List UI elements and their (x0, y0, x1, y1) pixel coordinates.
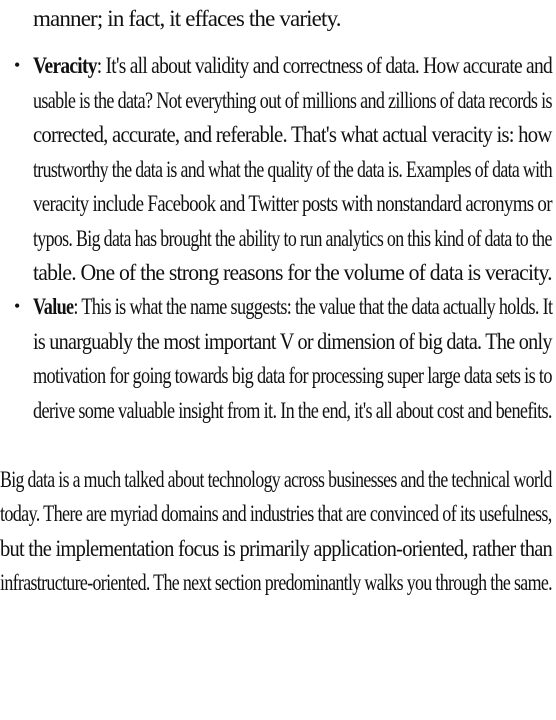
paragraph-line-3: but the implementation focus is primarily application-oriented, rather than (0, 536, 553, 561)
value-line-4: derive some valuable insight from it. In the end, it's all about cost and benefits. (33, 398, 552, 423)
veracity-line-4: trustworthy the data is and what the quality of the data is. Examples of data with (33, 157, 552, 182)
veracity-line-6: typos. Big data has brought the ability to run analytics on this kind of data to the (33, 226, 552, 251)
veracity-line-5: veracity include Facebook and Twitter posts with nonstandard acronyms or (33, 191, 552, 216)
list-continuation-line: manner; in fact, it effaces the variety. (33, 6, 341, 31)
veracity-term: Veracity (33, 53, 97, 78)
veracity-line-7: table. One of the strong reasons for the volume of data is veracity. (33, 260, 552, 285)
value-line-1: Value: This is what the name suggests: the value that the data actually holds. It (33, 294, 553, 319)
value-line-2: is unarguably the most important V or dimension of big data. The only (33, 329, 552, 354)
paragraph-line-4: infrastructure-oriented. The next section predominantly walks you through the same. (0, 570, 552, 595)
veracity-line-2: usable is the data? Not everything out of millions and zillions of data records is (33, 88, 552, 113)
bullet-icon: • (14, 55, 21, 75)
bullet-icon: • (14, 296, 21, 316)
value-term: Value (33, 294, 74, 319)
paragraph-line-2: today. There are myriad domains and industries that are convinced of its usefulness, (0, 501, 552, 526)
value-line-3: motivation for going towards big data for processing super large data sets is to (33, 363, 552, 388)
veracity-line-1: Veracity: It's all about validity and correctness of data. How accurate and (33, 53, 552, 78)
paragraph-line-1: Big data is a much talked about technology across businesses and the technical world (0, 467, 552, 492)
veracity-line-3: corrected, accurate, and referable. That's what actual veracity is: how (33, 122, 552, 147)
